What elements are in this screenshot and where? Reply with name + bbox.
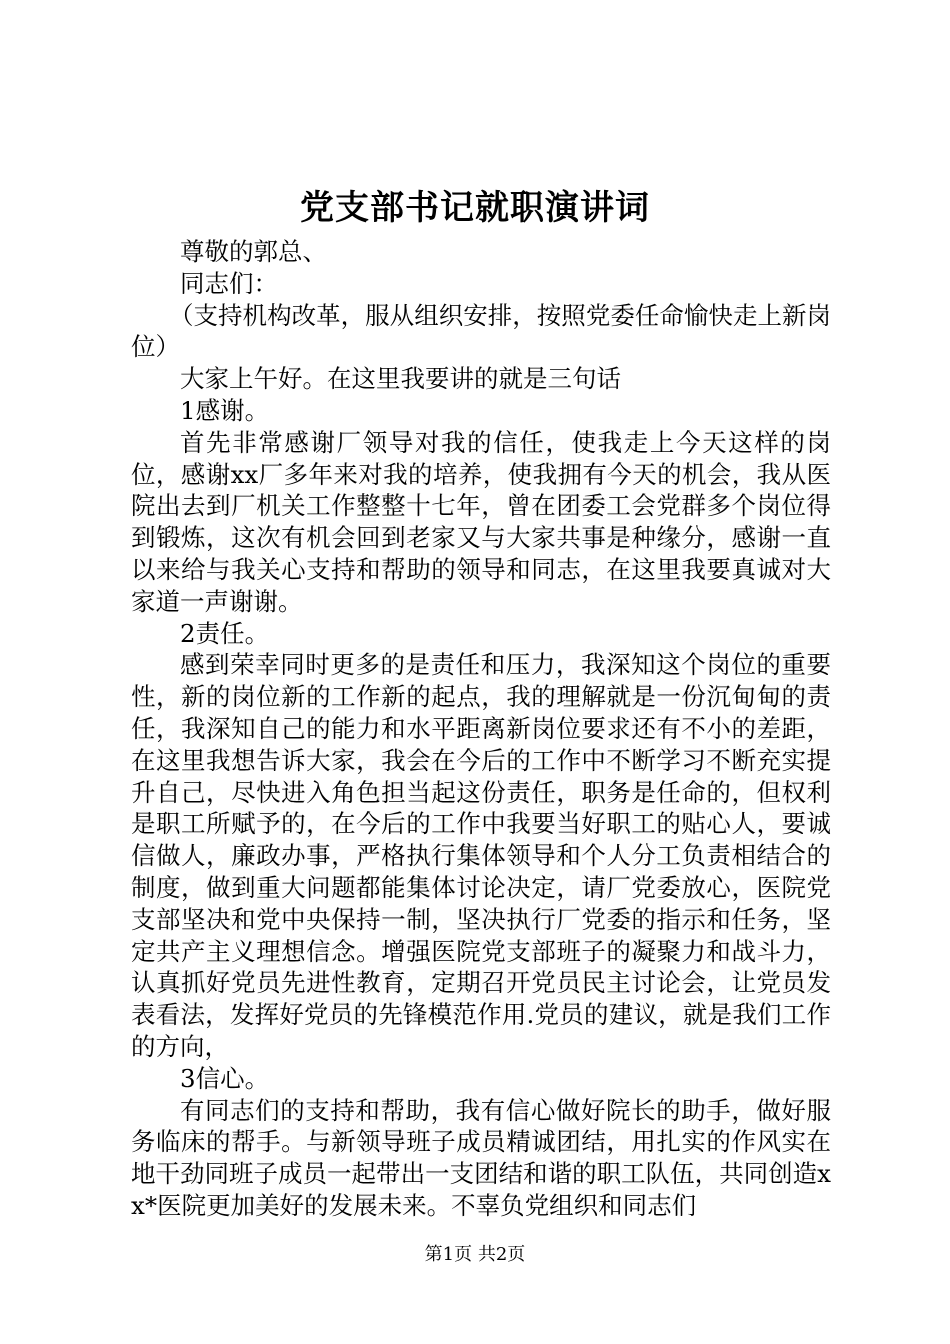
greeting-paragraph: 大家上午好。在这里我要讲的就是三句话 (180, 364, 621, 394)
body-paragraph: 首先非常感谢厂领导对我的信任，使我走上今天这样的岗位，感谢xx厂多年来对我的培养，使我拥有今天的机会，我从医院出去到厂机关工作整整十七年，曾在团委工会党群多个岗位得到锻炼，这次有机会回到老家又与大家共事是种缘分，感谢一直以来给与我关心支持和帮助的领导和同志，在这里我要真诚对大家道一声谢谢。 (131, 427, 831, 616)
body-paragraph: 感到荣幸同时更多的是责任和压力，我深知这个岗位的重要性，新的岗位新的工作新的起点，我的理解就是一份沉甸甸的责任，我深知自己的能力和水平距离新岗位要求还有不小的差距，在这里我想告诉大家，我会在今后的工作中不断学习不断充实提升自己，尽快进入角色担当起这份责任，职务是任命的，但权利是职工所赋予的，在今后的工作中我要当好职工的贴心人，要诚信做人，廉政办事，严格执行集体领导和个人分工负责相结合的制度，做到重大问题都能集体讨论决定，请厂党委放心，医院党支部坚决和党中央保持一制，坚决执行厂党委的指示和任务，坚定共产主义理想信念。增强医院党支部班子的凝聚力和战斗力，认真抓好党员先进性教育，定期召开党员民主讨论会，让党员发表看法，发挥好党员的先锋模范作用.党员的建议，就是我们工作的方向， (131, 650, 831, 1061)
document-title: 党支部书记就职演讲词 (300, 188, 650, 228)
section-heading: 3信心。 (180, 1063, 270, 1093)
salutation-line: 尊敬的郭总、 (180, 237, 327, 266)
page-number-footer: 第1页 共2页 (424, 1244, 526, 1265)
body-paragraph: 有同志们的支持和帮助，我有信心做好院长的助手，做好服务临床的帮手。与新领导班子成员精诚团结，用扎实的作风实在地干劲同班子成员一起带出一支团结和谐的职工队伍，共同创造xx*医院更加美好的发展未来。不辜负党组织和同志们 (131, 1095, 831, 1220)
document-body (131, 236, 831, 1222)
section-heading: 1感谢。 (180, 395, 270, 425)
salutation-line: 同志们： (180, 268, 278, 298)
section-heading: 2责任。 (180, 618, 270, 648)
intro-note-paragraph: （支持机构改革，服从组织安排，按照党委任命愉快走上新岗位） (131, 300, 831, 362)
